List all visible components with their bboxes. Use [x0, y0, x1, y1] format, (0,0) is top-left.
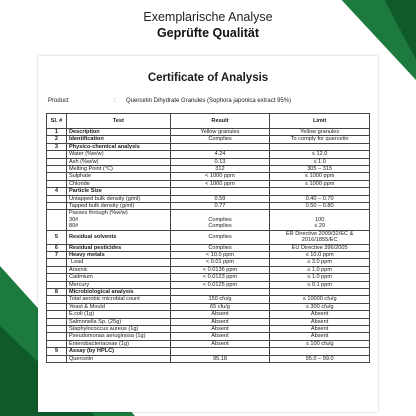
cell-test-text: 80#	[68, 223, 79, 230]
cell-result	[170, 274, 270, 281]
cell-sl-no	[47, 288, 67, 295]
document-title: Certificate of Analysis	[147, 72, 269, 84]
cell-limit-text: Absent	[310, 318, 329, 325]
cell-result	[170, 281, 270, 288]
cell-test	[66, 325, 170, 332]
cell-test	[66, 173, 170, 180]
table-row	[47, 166, 370, 173]
table-row	[47, 325, 370, 332]
cell-limit	[270, 296, 370, 303]
cell-result-text: 4.24	[214, 151, 226, 158]
cell-sl-no-text: 5	[54, 233, 59, 240]
cell-result-text: Complies	[208, 233, 232, 240]
cell-test-text: Enterobacteriaceae (1g)	[68, 340, 129, 347]
cell-test	[66, 303, 170, 310]
cell-limit-text: To comply for quercetin	[290, 136, 349, 143]
cell-test-text: Staphylococcus aureus (1g)	[68, 325, 139, 332]
table-row	[47, 348, 370, 355]
table-row	[47, 151, 370, 158]
cell-result-text: < 0.01 ppm	[205, 259, 235, 266]
cell-sl-no	[47, 281, 67, 288]
cell-sl-no	[47, 166, 67, 173]
cell-result-text: Absent	[211, 340, 229, 347]
cell-sl-no-text: 1	[54, 129, 59, 135]
cell-limit	[270, 203, 370, 210]
table-body	[47, 129, 370, 363]
cell-limit	[270, 180, 370, 187]
cell-limit	[270, 143, 370, 150]
cell-test-text: Assay (by HPLC)	[68, 348, 115, 355]
table-row	[47, 288, 370, 295]
table-row	[47, 259, 370, 266]
cell-test-text: Heavy metals	[68, 251, 105, 258]
cell-result	[170, 296, 270, 303]
cell-limit-text: Absent	[310, 311, 329, 318]
cell-test-text: Water (%w/w)	[68, 151, 104, 158]
cell-limit	[270, 259, 370, 266]
cell-sl-no	[47, 195, 67, 202]
cell-sl-no	[47, 296, 67, 303]
cell-result-text: 0.59	[214, 195, 226, 202]
cell-test	[66, 281, 170, 288]
cell-limit	[270, 288, 370, 295]
table-row	[47, 281, 370, 288]
cell-result-text: Complies	[208, 136, 232, 143]
cell-sl-no	[47, 210, 67, 230]
cell-limit	[270, 355, 370, 362]
header-test: Test	[66, 114, 170, 129]
cell-test	[66, 195, 170, 202]
cell-limit-text: EU Directive 396/2005	[291, 244, 348, 251]
cell-test-text: Particle Size	[68, 188, 102, 195]
cell-limit-text: Absent	[310, 333, 329, 340]
cell-result-text: Complies	[208, 216, 232, 223]
cell-limit	[270, 244, 370, 251]
table-row	[47, 296, 370, 303]
cell-limit-text: 305 – 315	[307, 166, 333, 173]
cell-result	[170, 210, 270, 230]
cell-result-text: < 1000 ppm	[205, 173, 235, 180]
cell-sl-no	[47, 274, 67, 281]
cell-limit-text: ≤ 10.0 ppm	[305, 251, 334, 258]
cell-result-text: Absent	[211, 333, 229, 340]
cell-result	[170, 143, 270, 150]
cell-limit	[270, 311, 370, 318]
cell-test	[66, 274, 170, 281]
cell-result	[170, 259, 270, 266]
cell-test	[66, 333, 170, 340]
cell-sl-no-text: 2	[54, 136, 59, 143]
cell-result-text: < 10.0 ppm	[205, 251, 235, 258]
cell-result	[170, 311, 270, 318]
cell-test	[66, 136, 170, 143]
cell-result-text: 312	[215, 166, 225, 173]
cell-sl-no-text: 8	[54, 288, 59, 295]
cell-result-text: Yellow granules	[200, 129, 240, 135]
cell-test-text: Ash (%w/w)	[68, 158, 99, 165]
header-subtitle: Geprüfte Qualität	[156, 26, 260, 40]
cell-test	[66, 318, 170, 325]
cell-limit-text: ≤ 3.0 ppm	[307, 259, 333, 266]
analysis-table	[46, 113, 370, 363]
cell-limit	[270, 333, 370, 340]
product-row	[48, 98, 368, 104]
cell-limit	[270, 151, 370, 158]
cell-limit	[270, 158, 370, 165]
cell-test	[66, 188, 170, 195]
cell-test	[66, 251, 170, 258]
cell-limit-text: 95.0 – 99.0	[305, 355, 334, 362]
table-row	[47, 333, 370, 340]
cell-result	[170, 288, 270, 295]
cell-sl-no	[47, 259, 67, 266]
table-row	[47, 188, 370, 195]
cell-limit-text: ≤ 1000 ppm	[304, 173, 335, 180]
cell-sl-no	[47, 311, 67, 318]
cell-limit	[270, 318, 370, 325]
cell-limit	[270, 340, 370, 347]
table-row	[47, 266, 370, 273]
cell-test	[66, 210, 170, 230]
cell-limit-text: ≤ 1000 ppm	[304, 180, 335, 187]
cell-limit	[270, 136, 370, 143]
cell-result-text: Complies	[208, 223, 232, 230]
cell-result	[170, 195, 270, 202]
cell-sl-no	[47, 355, 67, 362]
certificate-document	[38, 56, 378, 412]
cell-sl-no-text: 4	[54, 188, 59, 195]
cell-limit-text: 100	[314, 216, 325, 223]
cell-test-text: Pseudomonas aeruginosa (1g)	[68, 333, 146, 340]
cell-test	[66, 143, 170, 150]
cell-result	[170, 333, 270, 340]
cell-test-text: Mercury	[68, 281, 90, 288]
cell-result	[170, 340, 270, 347]
cell-test-text: Residual solvents	[68, 233, 117, 240]
cell-result-text: Absent	[211, 311, 229, 318]
cell-sl-no	[47, 348, 67, 355]
cell-test-text: 30#	[68, 216, 79, 223]
table-row	[47, 311, 370, 318]
cell-result-text: < 0.0123 ppm	[202, 274, 238, 281]
cell-result	[170, 303, 270, 310]
header-limit: Limit	[270, 114, 370, 129]
cell-sl-no	[47, 325, 67, 332]
cell-sl-no	[47, 303, 67, 310]
cell-test	[66, 296, 170, 303]
cell-test-text: Total aerobic microbial count	[68, 296, 140, 303]
cell-result-text: Absent	[211, 318, 229, 325]
cell-test	[66, 311, 170, 318]
cell-test-text: Microbiological analysis	[68, 288, 134, 295]
cell-limit	[270, 195, 370, 202]
cell-limit-text: ≤ 100 cfu/g	[305, 340, 334, 347]
cell-result	[170, 158, 270, 165]
cell-sl-no	[47, 340, 67, 347]
cell-result-text: 0.77	[214, 203, 226, 210]
cell-test-text: Melting Point (°C)	[68, 166, 113, 173]
cell-result	[170, 166, 270, 173]
cell-test	[66, 266, 170, 273]
cell-sl-no-text: 6	[54, 244, 59, 251]
cell-test	[66, 348, 170, 355]
cell-test-text: Arsenic	[68, 266, 88, 273]
cell-test	[66, 158, 170, 165]
table-row	[47, 136, 370, 143]
cell-sl-no	[47, 180, 67, 187]
table-header-row	[47, 114, 370, 129]
cell-sl-no-text: 9	[54, 348, 59, 355]
cell-sl-no	[47, 266, 67, 273]
cell-test-text: Passes through (%w/w)	[68, 210, 128, 217]
table-row	[47, 355, 370, 362]
cell-result	[170, 151, 270, 158]
cell-test-text: Sulphate	[68, 173, 92, 180]
cell-result	[170, 203, 270, 210]
cell-limit-text: ≤ 0.1 ppm	[307, 281, 333, 288]
cell-test	[66, 129, 170, 136]
cell-test	[66, 230, 170, 244]
cell-result	[170, 136, 270, 143]
cell-sl-no	[47, 333, 67, 340]
page-header	[0, 10, 416, 40]
cell-test-text: Salmonella Sp. (25g)	[68, 318, 122, 325]
cell-test-text: Description	[68, 129, 100, 135]
cell-test-text: Untapped bulk density (g/ml)	[68, 195, 141, 202]
cell-sl-no	[47, 230, 67, 244]
table-row	[47, 203, 370, 210]
cell-test-text: Lead	[70, 259, 84, 266]
table-row	[47, 251, 370, 258]
cell-test-text: Cadmium	[68, 274, 93, 281]
cell-sl-no-text: 7	[54, 251, 59, 258]
cell-limit	[270, 266, 370, 273]
cell-sl-no	[47, 151, 67, 158]
cell-result-text: 150 cfu/g	[208, 296, 232, 303]
cell-limit	[270, 166, 370, 173]
cell-test	[66, 166, 170, 173]
cell-limit	[270, 281, 370, 288]
cell-result-text: 95.18	[212, 355, 227, 362]
cell-test-text: Identification	[68, 136, 104, 143]
cell-sl-no	[47, 318, 67, 325]
cell-result	[170, 266, 270, 273]
cell-test	[66, 355, 170, 362]
cell-result	[170, 318, 270, 325]
cell-sl-no	[47, 173, 67, 180]
table-row	[47, 129, 370, 136]
cell-limit	[270, 251, 370, 258]
table-row	[47, 195, 370, 202]
cell-test	[66, 259, 170, 266]
cell-test	[66, 340, 170, 347]
cell-sl-no	[47, 129, 67, 136]
cell-result	[170, 180, 270, 187]
cell-limit-text: Absent	[310, 325, 329, 332]
cell-result-text: < 0.0125 ppm	[202, 281, 238, 288]
cell-sl-no	[47, 244, 67, 251]
cell-result	[170, 355, 270, 362]
cell-limit	[270, 129, 370, 136]
table-row	[47, 143, 370, 150]
cell-test	[66, 203, 170, 210]
cell-test-text: Chloride	[68, 180, 90, 187]
cell-sl-no	[47, 158, 67, 165]
cell-limit-text: 0.50 – 0.80	[305, 203, 334, 210]
cell-result	[170, 230, 270, 244]
cell-limit	[270, 230, 370, 244]
cell-limit	[270, 348, 370, 355]
cell-result	[170, 244, 270, 251]
table-row	[47, 210, 370, 230]
cell-result-text: Complies	[208, 244, 232, 251]
cell-result-text: < 0.0136 ppm	[202, 266, 238, 273]
cell-result-text: < 1000 ppm	[205, 180, 235, 187]
table-row	[47, 158, 370, 165]
cell-result-text: 0.13	[214, 158, 226, 165]
cell-limit-text: ≤ 12.0	[311, 151, 328, 158]
cell-test-text: Yeast & Mould	[68, 303, 105, 310]
cell-result	[170, 173, 270, 180]
cell-limit-text: ≤ 300 cfu/g	[305, 303, 334, 310]
cell-limit-text: 0.40 – 0.70	[305, 195, 334, 202]
header-sl-no: Sl. #	[47, 114, 67, 129]
cell-sl-no	[47, 203, 67, 210]
table-row	[47, 318, 370, 325]
cell-limit-text: ≤ 10000 cfu/g	[302, 296, 337, 303]
cell-test-text: Quercetin	[68, 355, 94, 362]
header-result: Result	[170, 114, 270, 129]
cell-sl-no	[47, 136, 67, 143]
cell-result	[170, 188, 270, 195]
cell-test-text: Physico-chemical analysis	[68, 143, 140, 150]
cell-limit-text: ≤ 1.0 ppm	[307, 266, 333, 273]
product-label: Product	[48, 98, 69, 104]
cell-result	[170, 348, 270, 355]
cell-sl-no	[47, 251, 67, 258]
cell-test	[66, 288, 170, 295]
cell-result	[170, 129, 270, 136]
header-title: Exemplarische Analyse	[143, 10, 273, 24]
cell-limit-text: ER Directive 2009/32/EC & 2016/1855/EC	[285, 230, 354, 244]
table-row	[47, 173, 370, 180]
table-row	[47, 244, 370, 251]
table-row	[47, 230, 370, 244]
table-row	[47, 274, 370, 281]
cell-result	[170, 325, 270, 332]
product-value: Quercetin Dihydrate Granules (Sophora japonica extract 95%)	[126, 98, 292, 104]
cell-limit	[270, 210, 370, 230]
cell-test-text: Residual pesticides	[68, 244, 122, 251]
table-row	[47, 303, 370, 310]
cell-test	[66, 180, 170, 187]
cell-test-text: E.coli (1g)	[68, 311, 95, 318]
cell-test	[66, 244, 170, 251]
product-colon: :	[114, 98, 116, 104]
cell-result	[170, 251, 270, 258]
cell-limit	[270, 325, 370, 332]
cell-limit	[270, 188, 370, 195]
cell-limit-text: Yellow granules	[300, 129, 340, 135]
cell-limit	[270, 303, 370, 310]
cell-sl-no	[47, 143, 67, 150]
table-row	[47, 180, 370, 187]
cell-sl-no-text: 3	[54, 143, 59, 150]
cell-limit-text: ≤ 20	[314, 223, 326, 230]
cell-result-text: 65 cfu/g	[210, 303, 230, 310]
table-row	[47, 340, 370, 347]
cell-limit	[270, 274, 370, 281]
cell-sl-no	[47, 188, 67, 195]
cell-limit-text: ≤ 1.0	[313, 158, 326, 165]
cell-test	[66, 151, 170, 158]
cell-limit	[270, 173, 370, 180]
cell-result-text: Absent	[211, 325, 229, 332]
cell-limit-text: ≤ 1.0 ppm	[307, 274, 333, 281]
cell-test-text: Tapped bulk density (g/ml)	[68, 203, 135, 210]
